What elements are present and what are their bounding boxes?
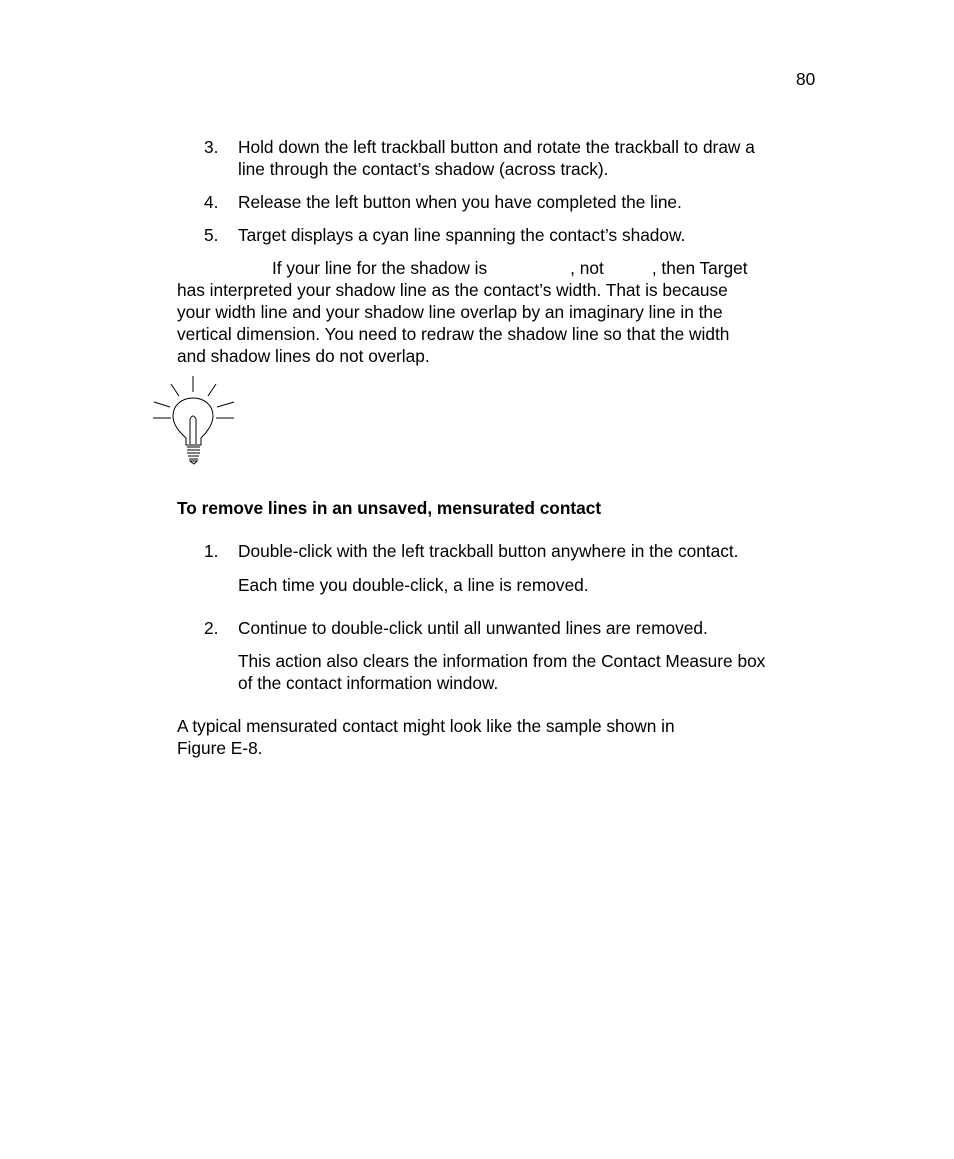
section-heading: To remove lines in an unsaved, mensurated contact xyxy=(177,498,602,518)
note-line-2: has interpreted your shadow line as the contact’s width. That is because xyxy=(177,280,728,300)
step-text-line: Release the left button when you have completed the line. xyxy=(238,192,682,212)
closing-paragraph xyxy=(177,715,797,759)
step-2-result xyxy=(238,650,838,694)
step-text-line: Double-click with the left trackball button anywhere in the contact. xyxy=(238,541,739,561)
step-text-line: Hold down the left trackball button and rotate the trackball to draw a xyxy=(238,137,755,157)
note-text: , not xyxy=(570,258,604,278)
lightbulb-icon xyxy=(150,374,240,466)
step-4 xyxy=(204,191,824,213)
step-5 xyxy=(204,224,824,246)
note-line-5: and shadow lines do not overlap. xyxy=(177,346,430,366)
step-number: 2. xyxy=(204,618,219,638)
note-text: If your line for the shadow is xyxy=(272,258,488,278)
step-text-line: Target displays a cyan line spanning the contact’s shadow. xyxy=(238,225,686,245)
step-1 xyxy=(204,540,824,562)
tip-note xyxy=(177,257,797,367)
step-number: 4. xyxy=(204,192,219,212)
page-number: 80 xyxy=(796,69,816,89)
step-text-line: line through the contact’s shadow (across track). xyxy=(238,159,609,179)
closing-line-2: Figure E-8. xyxy=(177,738,263,758)
step-text-line: Continue to double-click until all unwanted lines are removed. xyxy=(238,618,708,638)
step-1-result: Each time you double-click, a line is removed. xyxy=(238,575,589,595)
note-line-1 xyxy=(177,257,797,279)
result-line: This action also clears the information from the Contact Measure box xyxy=(238,651,766,671)
closing-line-1: A typical mensurated contact might look like the sample shown in xyxy=(177,716,675,736)
note-line-3: your width line and your shadow line overlap by an imaginary line in the xyxy=(177,302,723,322)
step-number: 1. xyxy=(204,541,219,561)
step-number: 3. xyxy=(204,137,219,157)
step-number: 5. xyxy=(204,225,219,245)
note-text: , then Target xyxy=(651,258,748,278)
step-3 xyxy=(204,136,824,180)
result-line: of the contact information window. xyxy=(238,673,499,693)
step-2 xyxy=(204,617,824,639)
note-line-4: vertical dimension. You need to redraw the shadow line so that the width xyxy=(177,324,730,344)
